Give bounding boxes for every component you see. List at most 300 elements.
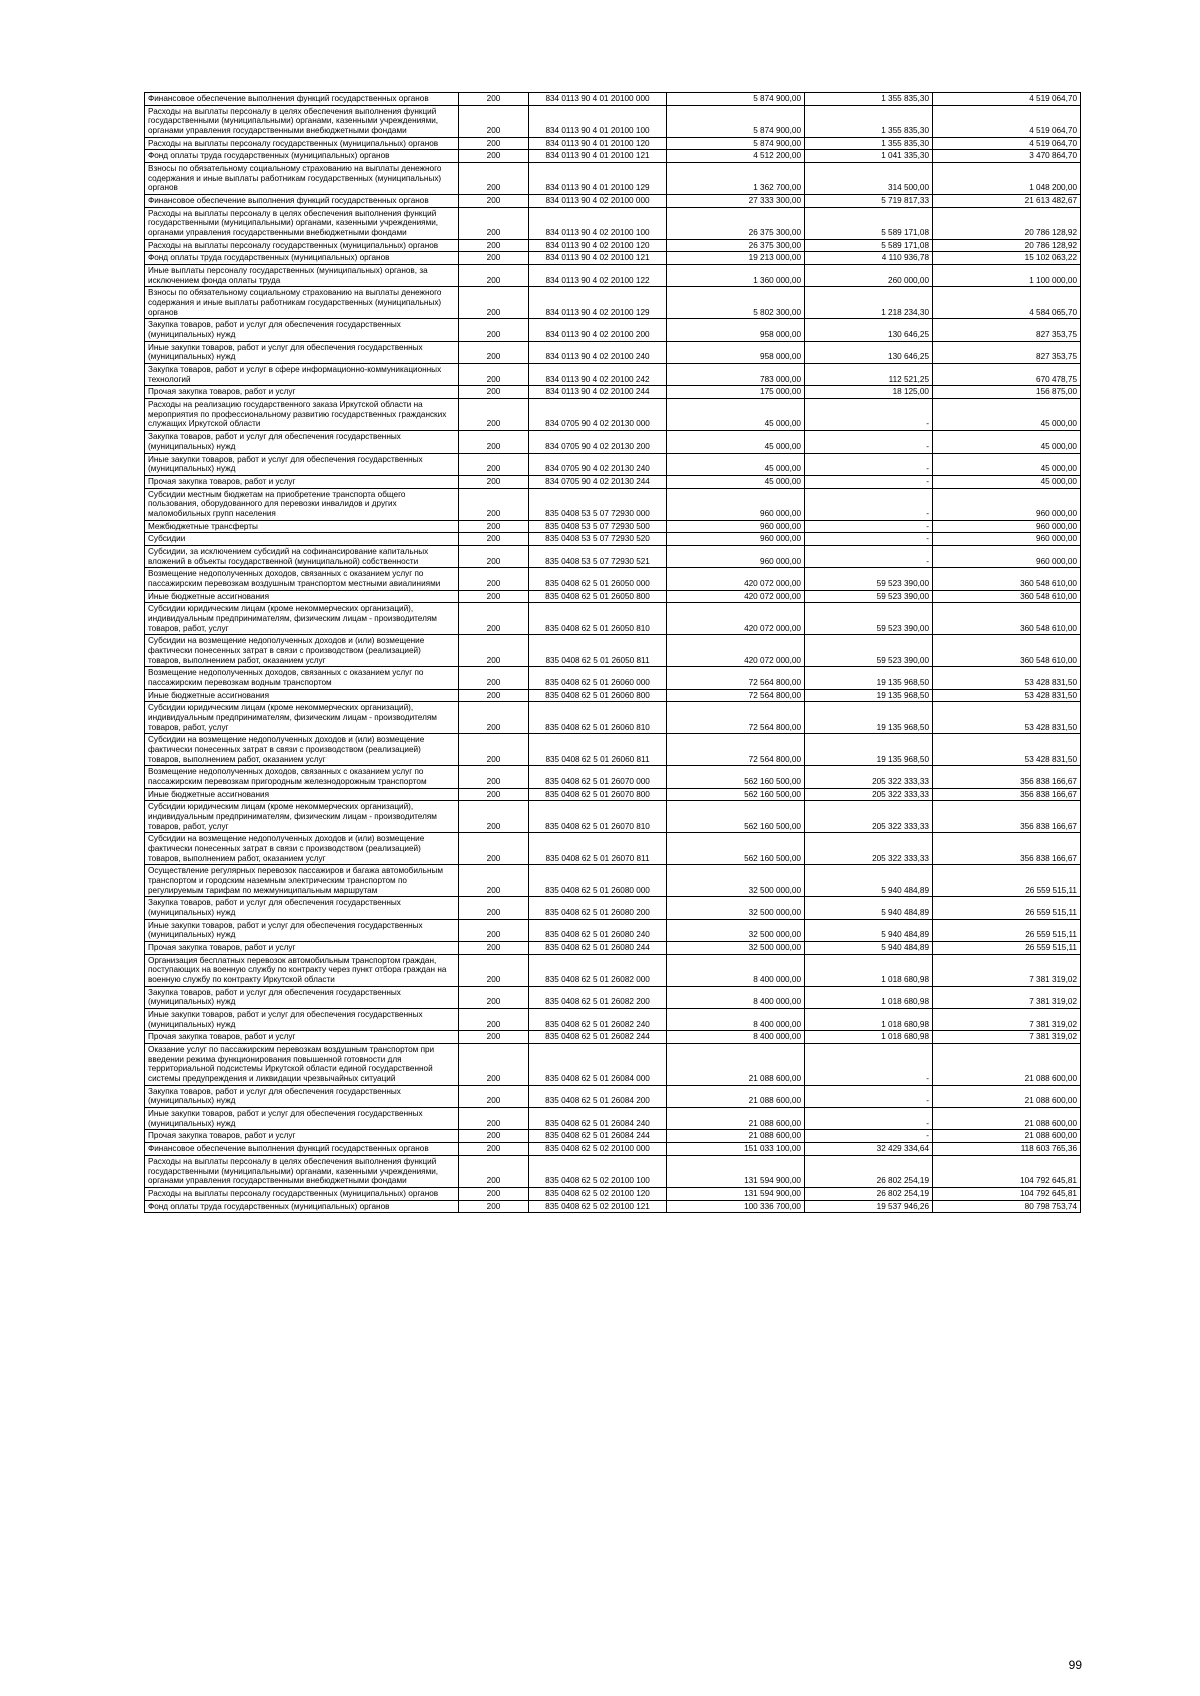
row-code: 200 [459, 195, 529, 208]
row-kbk: 834 0705 90 4 02 20130 240 [529, 453, 667, 475]
row-executed: 1 018 680,98 [805, 954, 933, 986]
row-kbk: 835 0408 62 5 02 20100 100 [529, 1155, 667, 1187]
row-executed: 26 802 254,19 [805, 1155, 933, 1187]
row-executed: - [805, 1044, 933, 1086]
row-remaining: 26 559 515,11 [933, 865, 1081, 897]
row-code: 200 [459, 105, 529, 137]
row-executed: 1 018 680,98 [805, 986, 933, 1008]
table-row [145, 1143, 1081, 1156]
row-name: Субсидии на возмещение недополученных доходов и (или) возмещение фактически понесенных затрат в связи с производством (реализацией) товаров, выполнением работ, оказанием услуг [145, 833, 459, 865]
row-executed: 205 322 333,33 [805, 801, 933, 833]
row-plan: 5 874 900,00 [667, 137, 805, 150]
row-remaining: 7 381 319,02 [933, 1031, 1081, 1044]
row-kbk: 835 0408 62 5 01 26060 810 [529, 702, 667, 734]
row-name: Фонд оплаты труда государственных (муниципальных) органов [145, 1200, 459, 1213]
row-executed: 5 940 484,89 [805, 897, 933, 919]
row-executed: 26 802 254,19 [805, 1187, 933, 1200]
row-plan: 32 500 000,00 [667, 919, 805, 941]
row-name: Закупка товаров, работ и услуг для обеспечения государственных (муниципальных) нужд [145, 1085, 459, 1107]
row-kbk: 835 0408 62 5 01 26050 800 [529, 590, 667, 603]
row-code: 200 [459, 1143, 529, 1156]
row-code: 200 [459, 488, 529, 520]
table-row [145, 545, 1081, 567]
table-row [145, 93, 1081, 106]
row-executed: 130 646,25 [805, 341, 933, 363]
row-name: Возмещение недополученных доходов, связанных с оказанием услуг по пассажирским перевозкам водным транспортом [145, 667, 459, 689]
row-name: Возмещение недополученных доходов, связанных с оказанием услуг по пассажирским перевозкам воздушным транспортом местными авиалиниями [145, 568, 459, 590]
row-executed: - [805, 520, 933, 533]
row-executed: 5 940 484,89 [805, 865, 933, 897]
row-plan: 960 000,00 [667, 545, 805, 567]
row-plan: 8 400 000,00 [667, 986, 805, 1008]
row-executed: 19 135 968,50 [805, 734, 933, 766]
row-code: 200 [459, 1044, 529, 1086]
table-row [145, 319, 1081, 341]
row-remaining: 7 381 319,02 [933, 954, 1081, 986]
row-name: Расходы на выплаты персоналу в целях обеспечения выполнения функций государственными (муниципальными) органами, казенными учреждениями, органами управления государственными внебюджетными фондами [145, 207, 459, 239]
row-code: 200 [459, 1009, 529, 1031]
row-plan: 1 360 000,00 [667, 265, 805, 287]
table-row [145, 1200, 1081, 1213]
row-remaining: 156 875,00 [933, 386, 1081, 399]
row-kbk: 835 0408 62 5 01 26080 200 [529, 897, 667, 919]
row-name: Прочая закупка товаров, работ и услуг [145, 942, 459, 955]
row-code: 200 [459, 137, 529, 150]
table-row [145, 689, 1081, 702]
row-remaining: 960 000,00 [933, 488, 1081, 520]
row-plan: 21 088 600,00 [667, 1130, 805, 1143]
table-row [145, 865, 1081, 897]
row-name: Межбюджетные трансферты [145, 520, 459, 533]
row-remaining: 827 353,75 [933, 341, 1081, 363]
table-row [145, 386, 1081, 399]
row-remaining: 104 792 645,81 [933, 1187, 1081, 1200]
table-row [145, 1009, 1081, 1031]
row-remaining: 20 786 128,92 [933, 239, 1081, 252]
row-name: Субсидии на возмещение недополученных доходов и (или) возмещение фактически понесенных затрат в связи с производством (реализацией) товаров, выполнением работ, оказанием услуг [145, 635, 459, 667]
row-remaining: 15 102 063,22 [933, 252, 1081, 265]
table-row [145, 801, 1081, 833]
page-number: 99 [1068, 1658, 1082, 1672]
row-executed: 1 018 680,98 [805, 1031, 933, 1044]
row-plan: 562 160 500,00 [667, 801, 805, 833]
row-code: 200 [459, 475, 529, 488]
row-kbk: 834 0113 90 4 02 20100 242 [529, 364, 667, 386]
row-name: Расходы на выплаты персоналу государственных (муниципальных) органов [145, 1187, 459, 1200]
row-remaining: 21 088 600,00 [933, 1130, 1081, 1143]
row-name: Расходы на реализацию государственного заказа Иркутской области на мероприятия по профессиональному развитию государственных гражданских служащих Иркутской области [145, 399, 459, 431]
table-row [145, 533, 1081, 546]
row-remaining: 26 559 515,11 [933, 897, 1081, 919]
row-plan: 45 000,00 [667, 399, 805, 431]
row-executed: 19 135 968,50 [805, 667, 933, 689]
row-executed: - [805, 475, 933, 488]
row-name: Расходы на выплаты персоналу в целях обеспечения выполнения функций государственными (муниципальными) органами, казенными учреждениями, органами управления государственными внебюджетными фондами [145, 1155, 459, 1187]
row-plan: 960 000,00 [667, 533, 805, 546]
row-name: Финансовое обеспечение выполнения функций государственных органов [145, 195, 459, 208]
row-remaining: 360 548 610,00 [933, 590, 1081, 603]
row-kbk: 834 0113 90 4 02 20100 120 [529, 239, 667, 252]
row-plan: 21 088 600,00 [667, 1108, 805, 1130]
row-name: Субсидии юридическим лицам (кроме некоммерческих организаций), индивидуальным предпринимателям, физическим лицам - производителям товаров, работ, услуг [145, 801, 459, 833]
row-executed: 32 429 334,64 [805, 1143, 933, 1156]
row-remaining: 53 428 831,50 [933, 667, 1081, 689]
table-row [145, 897, 1081, 919]
row-plan: 420 072 000,00 [667, 635, 805, 667]
row-executed: - [805, 1108, 933, 1130]
row-plan: 5 802 300,00 [667, 287, 805, 319]
row-code: 200 [459, 431, 529, 453]
row-kbk: 834 0113 90 4 01 20100 121 [529, 150, 667, 163]
row-code: 200 [459, 689, 529, 702]
row-remaining: 45 000,00 [933, 475, 1081, 488]
row-plan: 958 000,00 [667, 319, 805, 341]
table-row [145, 252, 1081, 265]
row-remaining: 21 088 600,00 [933, 1044, 1081, 1086]
row-name: Закупка товаров, работ и услуг для обеспечения государственных (муниципальных) нужд [145, 986, 459, 1008]
row-executed: - [805, 453, 933, 475]
row-kbk: 835 0408 62 5 01 26084 244 [529, 1130, 667, 1143]
row-plan: 5 874 900,00 [667, 93, 805, 106]
row-remaining: 7 381 319,02 [933, 986, 1081, 1008]
table-row [145, 1130, 1081, 1143]
row-plan: 26 375 300,00 [667, 239, 805, 252]
row-name: Прочая закупка товаров, работ и услуг [145, 386, 459, 399]
row-name: Оказание услуг по пассажирским перевозкам воздушным транспортом при введении режима функционирования повышенной готовности для территориальной подсистемы Иркутской области единой государственной системы предупреждения и ликвидации чрезвычайных ситуаций [145, 1044, 459, 1086]
row-code: 200 [459, 319, 529, 341]
row-executed: 1 018 680,98 [805, 1009, 933, 1031]
row-name: Иные закупки товаров, работ и услуг для обеспечения государственных (муниципальных) нужд [145, 453, 459, 475]
row-remaining: 45 000,00 [933, 453, 1081, 475]
row-code: 200 [459, 590, 529, 603]
row-plan: 5 874 900,00 [667, 105, 805, 137]
table-row [145, 150, 1081, 163]
row-remaining: 80 798 753,74 [933, 1200, 1081, 1213]
row-code: 200 [459, 667, 529, 689]
row-code: 200 [459, 954, 529, 986]
row-code: 200 [459, 453, 529, 475]
row-plan: 27 333 300,00 [667, 195, 805, 208]
row-code: 200 [459, 919, 529, 941]
row-code: 200 [459, 1108, 529, 1130]
row-executed: 1 355 835,30 [805, 137, 933, 150]
row-kbk: 835 0408 62 5 02 20100 000 [529, 1143, 667, 1156]
table-row [145, 265, 1081, 287]
row-kbk: 834 0113 90 4 02 20100 121 [529, 252, 667, 265]
row-remaining: 1 100 000,00 [933, 265, 1081, 287]
table-row [145, 667, 1081, 689]
row-remaining: 45 000,00 [933, 431, 1081, 453]
row-plan: 420 072 000,00 [667, 590, 805, 603]
row-remaining: 20 786 128,92 [933, 207, 1081, 239]
row-executed: - [805, 545, 933, 567]
row-executed: 130 646,25 [805, 319, 933, 341]
row-remaining: 3 470 864,70 [933, 150, 1081, 163]
row-code: 200 [459, 386, 529, 399]
row-name: Прочая закупка товаров, работ и услуг [145, 475, 459, 488]
row-plan: 32 500 000,00 [667, 897, 805, 919]
row-code: 200 [459, 734, 529, 766]
row-name: Закупка товаров, работ и услуг в сфере информационно-коммуникационных технологий [145, 364, 459, 386]
row-plan: 45 000,00 [667, 431, 805, 453]
row-code: 200 [459, 788, 529, 801]
row-code: 200 [459, 207, 529, 239]
row-name: Субсидии юридическим лицам (кроме некоммерческих организаций), индивидуальным предпринимателям, физическим лицам - производителям товаров, работ, услуг [145, 702, 459, 734]
row-kbk: 835 0408 62 5 01 26080 240 [529, 919, 667, 941]
row-kbk: 835 0408 62 5 01 26080 244 [529, 942, 667, 955]
row-kbk: 834 0113 90 4 01 20100 100 [529, 105, 667, 137]
row-plan: 21 088 600,00 [667, 1044, 805, 1086]
row-remaining: 360 548 610,00 [933, 568, 1081, 590]
row-executed: - [805, 1130, 933, 1143]
row-executed: 18 125,00 [805, 386, 933, 399]
row-name: Закупка товаров, работ и услуг для обеспечения государственных (муниципальных) нужд [145, 319, 459, 341]
row-remaining: 356 838 166,67 [933, 801, 1081, 833]
row-executed: 5 589 171,08 [805, 207, 933, 239]
row-remaining: 4 519 064,70 [933, 137, 1081, 150]
row-plan: 960 000,00 [667, 488, 805, 520]
row-plan: 19 213 000,00 [667, 252, 805, 265]
row-kbk: 834 0113 90 4 01 20100 000 [529, 93, 667, 106]
row-plan: 26 375 300,00 [667, 207, 805, 239]
row-executed: - [805, 488, 933, 520]
row-code: 200 [459, 1130, 529, 1143]
row-plan: 72 564 800,00 [667, 702, 805, 734]
row-plan: 32 500 000,00 [667, 865, 805, 897]
row-name: Иные бюджетные ассигнования [145, 788, 459, 801]
row-kbk: 834 0113 90 4 01 20100 129 [529, 163, 667, 195]
row-plan: 8 400 000,00 [667, 1009, 805, 1031]
table-row [145, 399, 1081, 431]
row-code: 200 [459, 520, 529, 533]
table-row [145, 195, 1081, 208]
row-executed: 5 940 484,89 [805, 942, 933, 955]
row-code: 200 [459, 399, 529, 431]
row-executed: 59 523 390,00 [805, 635, 933, 667]
row-executed: 205 322 333,33 [805, 788, 933, 801]
row-name: Фонд оплаты труда государственных (муниципальных) органов [145, 150, 459, 163]
row-name: Взносы по обязательному социальному страхованию на выплаты денежного содержания и иные выплаты работникам государственных (муниципальных) органов [145, 163, 459, 195]
row-remaining: 45 000,00 [933, 399, 1081, 431]
row-remaining: 104 792 645,81 [933, 1155, 1081, 1187]
table-row [145, 1187, 1081, 1200]
row-plan: 131 594 900,00 [667, 1155, 805, 1187]
row-plan: 21 088 600,00 [667, 1085, 805, 1107]
table-row [145, 1085, 1081, 1107]
table-row [145, 207, 1081, 239]
row-plan: 4 512 200,00 [667, 150, 805, 163]
row-remaining: 4 519 064,70 [933, 93, 1081, 106]
row-plan: 45 000,00 [667, 453, 805, 475]
row-remaining: 53 428 831,50 [933, 702, 1081, 734]
row-code: 200 [459, 287, 529, 319]
row-executed: 5 589 171,08 [805, 239, 933, 252]
row-remaining: 360 548 610,00 [933, 635, 1081, 667]
row-kbk: 835 0408 62 5 01 26082 244 [529, 1031, 667, 1044]
row-name: Осуществление регулярных перевозок пассажиров и багажа автомобильным транспортом и городским наземным электрическим транспортом по регулируемым тарифам по межмуниципальным маршрутам [145, 865, 459, 897]
row-name: Организация бесплатных перевозок автомобильным транспортом граждан, поступающих на военную службу по контракту через пункт отбора граждан на военную службу по контракту Иркутской области [145, 954, 459, 986]
row-code: 200 [459, 986, 529, 1008]
row-remaining: 960 000,00 [933, 533, 1081, 546]
table-row [145, 520, 1081, 533]
row-name: Возмещение недополученных доходов, связанных с оказанием услуг по пассажирским перевозкам пригородным железнодорожным транспортом [145, 766, 459, 788]
row-kbk: 835 0408 62 5 01 26082 240 [529, 1009, 667, 1031]
table-row [145, 635, 1081, 667]
table-row [145, 590, 1081, 603]
table-row [145, 1108, 1081, 1130]
row-plan: 1 362 700,00 [667, 163, 805, 195]
table-row [145, 919, 1081, 941]
row-executed: - [805, 533, 933, 546]
row-plan: 783 000,00 [667, 364, 805, 386]
row-executed: 19 537 946,26 [805, 1200, 933, 1213]
row-executed: 4 110 936,78 [805, 252, 933, 265]
table-row [145, 453, 1081, 475]
table-row [145, 942, 1081, 955]
row-code: 200 [459, 865, 529, 897]
row-code: 200 [459, 702, 529, 734]
row-executed: - [805, 399, 933, 431]
table-row [145, 137, 1081, 150]
row-kbk: 835 0408 62 5 01 26084 240 [529, 1108, 667, 1130]
row-kbk: 835 0408 62 5 02 20100 121 [529, 1200, 667, 1213]
row-code: 200 [459, 603, 529, 635]
row-kbk: 835 0408 53 5 07 72930 500 [529, 520, 667, 533]
row-code: 200 [459, 93, 529, 106]
row-remaining: 360 548 610,00 [933, 603, 1081, 635]
table-row [145, 239, 1081, 252]
row-remaining: 4 584 065,70 [933, 287, 1081, 319]
table-row [145, 364, 1081, 386]
row-plan: 958 000,00 [667, 341, 805, 363]
row-kbk: 835 0408 62 5 01 26080 000 [529, 865, 667, 897]
row-name: Иные закупки товаров, работ и услуг для обеспечения государственных (муниципальных) нужд [145, 341, 459, 363]
row-code: 200 [459, 897, 529, 919]
row-name: Субсидии на возмещение недополученных доходов и (или) возмещение фактически понесенных затрат в связи с производством (реализацией) товаров, выполнением работ, оказанием услуг [145, 734, 459, 766]
row-kbk: 835 0408 62 5 01 26084 200 [529, 1085, 667, 1107]
row-plan: 562 160 500,00 [667, 833, 805, 865]
row-executed: 205 322 333,33 [805, 833, 933, 865]
row-name: Иные закупки товаров, работ и услуг для обеспечения государственных (муниципальных) нужд [145, 1009, 459, 1031]
row-name: Субсидии юридическим лицам (кроме некоммерческих организаций), индивидуальным предпринимателям, физическим лицам - производителям товаров, работ, услуг [145, 603, 459, 635]
row-plan: 8 400 000,00 [667, 954, 805, 986]
row-plan: 100 336 700,00 [667, 1200, 805, 1213]
row-executed: 1 041 335,30 [805, 150, 933, 163]
row-remaining: 26 559 515,11 [933, 919, 1081, 941]
row-code: 200 [459, 1085, 529, 1107]
row-kbk: 834 0113 90 4 02 20100 244 [529, 386, 667, 399]
table-row [145, 287, 1081, 319]
row-name: Расходы на выплаты персоналу государственных (муниципальных) органов [145, 239, 459, 252]
row-kbk: 835 0408 62 5 02 20100 120 [529, 1187, 667, 1200]
row-name: Субсидии [145, 533, 459, 546]
row-executed: 5 940 484,89 [805, 919, 933, 941]
row-executed: 59 523 390,00 [805, 603, 933, 635]
row-name: Финансовое обеспечение выполнения функций государственных органов [145, 1143, 459, 1156]
row-remaining: 53 428 831,50 [933, 689, 1081, 702]
row-kbk: 835 0408 62 5 01 26060 800 [529, 689, 667, 702]
row-code: 200 [459, 533, 529, 546]
row-kbk: 834 0113 90 4 02 20100 100 [529, 207, 667, 239]
table-row [145, 734, 1081, 766]
row-plan: 562 160 500,00 [667, 788, 805, 801]
row-name: Субсидии, за исключением субсидий на софинансирование капитальных вложений в объекты государственной (муниципальной) собственности [145, 545, 459, 567]
row-kbk: 835 0408 62 5 01 26070 800 [529, 788, 667, 801]
row-executed: 1 355 835,30 [805, 105, 933, 137]
row-kbk: 834 0113 90 4 01 20100 120 [529, 137, 667, 150]
row-kbk: 835 0408 62 5 01 26060 811 [529, 734, 667, 766]
row-kbk: 834 0113 90 4 02 20100 129 [529, 287, 667, 319]
row-executed: - [805, 431, 933, 453]
row-remaining: 960 000,00 [933, 520, 1081, 533]
row-name: Расходы на выплаты персоналу государственных (муниципальных) органов [145, 137, 459, 150]
row-code: 200 [459, 568, 529, 590]
row-code: 200 [459, 265, 529, 287]
row-name: Прочая закупка товаров, работ и услуг [145, 1031, 459, 1044]
row-code: 200 [459, 1155, 529, 1187]
row-executed: - [805, 1085, 933, 1107]
row-remaining: 960 000,00 [933, 545, 1081, 567]
row-plan: 131 594 900,00 [667, 1187, 805, 1200]
row-kbk: 835 0408 62 5 01 26082 200 [529, 986, 667, 1008]
row-remaining: 26 559 515,11 [933, 942, 1081, 955]
row-kbk: 834 0113 90 4 02 20100 240 [529, 341, 667, 363]
row-kbk: 835 0408 62 5 01 26070 000 [529, 766, 667, 788]
table-row [145, 788, 1081, 801]
row-remaining: 356 838 166,67 [933, 833, 1081, 865]
row-remaining: 53 428 831,50 [933, 734, 1081, 766]
row-kbk: 835 0408 62 5 01 26050 000 [529, 568, 667, 590]
table-row [145, 105, 1081, 137]
row-kbk: 835 0408 62 5 01 26050 811 [529, 635, 667, 667]
table-row [145, 1155, 1081, 1187]
table-row [145, 488, 1081, 520]
table-row [145, 1044, 1081, 1086]
row-kbk: 835 0408 53 5 07 72930 521 [529, 545, 667, 567]
table-row [145, 986, 1081, 1008]
row-kbk: 835 0408 62 5 01 26060 000 [529, 667, 667, 689]
row-code: 200 [459, 1200, 529, 1213]
row-code: 200 [459, 341, 529, 363]
row-name: Закупка товаров, работ и услуг для обеспечения государственных (муниципальных) нужд [145, 897, 459, 919]
row-plan: 420 072 000,00 [667, 568, 805, 590]
row-plan: 32 500 000,00 [667, 942, 805, 955]
row-kbk: 835 0408 62 5 01 26070 811 [529, 833, 667, 865]
row-code: 200 [459, 766, 529, 788]
table-row [145, 766, 1081, 788]
row-name: Иные выплаты персоналу государственных (муниципальных) органов, за исключением фонда оплаты труда [145, 265, 459, 287]
row-kbk: 834 0705 90 4 02 20130 200 [529, 431, 667, 453]
row-kbk: 834 0705 90 4 02 20130 000 [529, 399, 667, 431]
table-row [145, 702, 1081, 734]
row-remaining: 21 088 600,00 [933, 1108, 1081, 1130]
row-executed: 112 521,25 [805, 364, 933, 386]
row-plan: 72 564 800,00 [667, 734, 805, 766]
row-executed: 19 135 968,50 [805, 702, 933, 734]
row-code: 200 [459, 364, 529, 386]
row-kbk: 835 0408 53 5 07 72930 520 [529, 533, 667, 546]
row-kbk: 834 0113 90 4 02 20100 000 [529, 195, 667, 208]
row-remaining: 1 048 200,00 [933, 163, 1081, 195]
budget-execution-table [144, 92, 1081, 1213]
row-name: Иные бюджетные ассигнования [145, 590, 459, 603]
row-kbk: 834 0113 90 4 02 20100 200 [529, 319, 667, 341]
row-name: Субсидии местным бюджетам на приобретение транспорта общего пользования, оборудованного для перевозки инвалидов и других маломобильных групп населения [145, 488, 459, 520]
row-executed: 1 218 234,30 [805, 287, 933, 319]
row-executed: 59 523 390,00 [805, 590, 933, 603]
row-plan: 960 000,00 [667, 520, 805, 533]
row-executed: 314 500,00 [805, 163, 933, 195]
